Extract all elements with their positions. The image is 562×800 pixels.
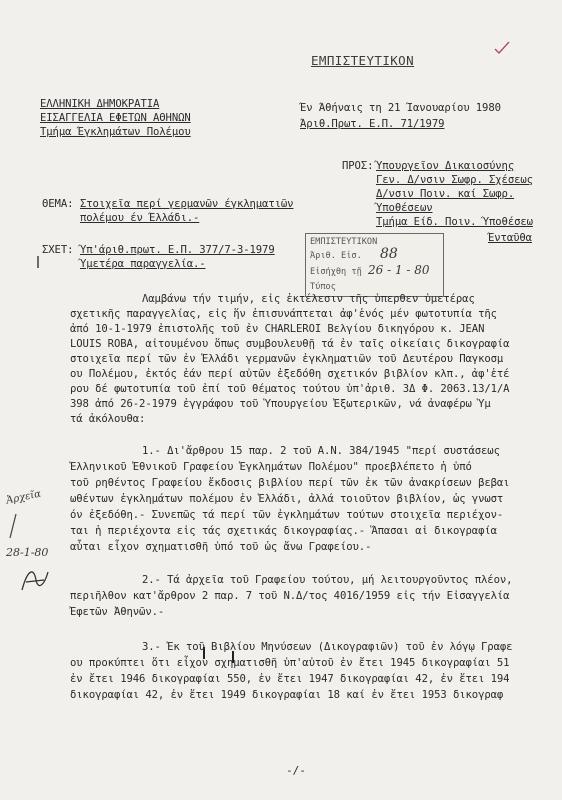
subject-line-2: πολέμου έν Έλλάδι.- (80, 212, 200, 224)
header-protocol: Άριθ.Πρωτ. Ε.Π. 71/1979 (300, 118, 445, 130)
point3-line-1: 3.- Ἐκ τοῦ Βιβλίου Μηνύσεων (Δικογραφιῶν) τοῦ ἐν λόγῳ Γραφε (142, 641, 513, 653)
margin-note-archive: Ἀρχεῖα (5, 488, 42, 507)
point1-line-2: Ἑλληνικοῦ Ἐθνικοῦ Γραφείου Ἐγκλημάτων Πολέμου" προεβλέπετο ἡ ὑπό (70, 461, 472, 473)
body-line-3: ἀπό 10-1-1979 ἐπιστολῆς τοῦ ἐν CHARLEROI Βελγίου δικηγόρου κ. JEAN (70, 323, 485, 335)
body-line-6: ου Πολέμου, ἐκτός ἐάν περί αὐτῶν ἐξεδόθη σχετικόν βιβλίον κλπ., ἀφ'ἑτέ (70, 368, 510, 380)
point1-line-4: ωθέντων ἐγκλημάτων πολέμου ἐν Ἑλλάδι, ἀλλά τοιοῦτον βιβλίον, ὡς γνωστ (70, 493, 504, 505)
body-line-7: ρου δέ φωτοτυπία τοῦ ἐπί τοῦ θέματος τούτου ὑπ'ἀριθ. 3Δ Φ. 2063.13/1/Α (70, 383, 510, 395)
to-line-1: Ύπουργεῖον Δικαιοσύνης (376, 160, 515, 172)
margin-tick-icon (34, 255, 42, 269)
to-line-4: Ύποθέσεων (376, 202, 433, 214)
checkmark-icon (493, 40, 511, 56)
receipt-number-value: 88 (380, 246, 398, 262)
body-line-8: 398 ἀπό 26-2-1979 ἐγγράφου τοῦ Ὑπουργείου Ἐξωτερικῶν, νά ἀναφέρω Ὑμ (70, 398, 491, 410)
classification-stamp: ΕΜΠΙΣΤΕΥΤΙΚΟΝ (311, 53, 415, 68)
receipt-type-label: Τύπος (310, 282, 336, 292)
page-continuation-marker: -/- (286, 764, 306, 777)
header-left-line-1: ΕΛΛΗΝΙΚΗ ΔΗΜΟΚΡΑΤΙΑ (40, 98, 160, 110)
reference-line-1: Ύπ'άριθ.πρωτ. Ε.Π. 377/7-3-1979 (80, 244, 275, 256)
point1-line-3: τοῦ ρηθέντος Γραφείου ἔκδοσις βιβλίου περί τῶν ἐκ τῶν ἀνακρίσεων βεβαι (70, 477, 510, 489)
body-line-5: στοιχεῖα περί τῶν ἐν Ἑλλάδι γερμανῶν ἐγκληματιῶν τοῦ Δευτέρου Παγκοσμ (70, 353, 504, 365)
margin-initials-icon (18, 566, 52, 594)
to-line-6: Ένταῦθα (488, 232, 532, 244)
point1-line-6: ται ἡ περιέχοντα εἰς τάς σχετικάς δικογραφίας.- Ἅπασαι αἱ δικογραφία (70, 525, 497, 537)
margin-note-date: 28-1-80 (6, 546, 49, 559)
point2-line-1: 2.- Τά ἀρχεῖα τοῦ Γραφείου τούτου, μή λειτουργοῦντος πλέον, (142, 574, 513, 586)
body-line-1: Λαμβάνω τήν τιμήν, εἰς ἐκτέλεσιν τῆς ὑπερθεν ὑμετέρας (142, 293, 475, 305)
to-label: ΠΡΟΣ: (342, 160, 374, 172)
header-left-line-2: ΕΙΣΑΓΓΕΛΙΑ ΕΦΕΤΩΝ ΑΘΗΝΩΝ (40, 112, 191, 124)
subject-line-1: Στοιχεῖα περί γερμανῶν έγκληματιῶν (80, 198, 294, 210)
header-left-line-3: Τμήμα Έγκλημάτων Πολέμου (40, 126, 191, 138)
reference-line-2: Ύμετέρα παραγγελία.- (80, 258, 206, 270)
to-line-3: Δ/νσιν Ποιν. καί Σωφρ. (376, 188, 515, 200)
paragraph-bar-icon (230, 650, 236, 664)
point3-line-4: δικογραφίαι 42, ἐν ἔτει 1949 δικογραφίαι 18 καί ἐν ἔτει 1953 δικογραφ (70, 689, 504, 701)
point2-line-2: περιῆλθον κατ'ἄρθρον 2 παρ. 7 τοῦ Ν.Δ/τος 4016/1959 εἰς τήν Εἰσαγγελία (70, 590, 510, 602)
point3-line-3: ἐν ἔτει 1946 δικογραφίαι 550, ἐν ἔτει 1947 δικογραφίαι 42, ἐν ἔτει 194 (70, 673, 510, 685)
header-date: Έν Άθήναις τη 21 Ίανουαρίου 1980 (300, 102, 501, 114)
to-line-2: Γεν. Δ/νσιν Σωφρ. Σχέσεως (376, 174, 533, 186)
body-line-9: τά ἀκόλουθα: (70, 413, 146, 425)
to-line-5: Τμήμα Είδ. Ποιν. Ύποθέσεω (376, 216, 533, 228)
receipt-stamp (305, 233, 444, 297)
receipt-date-label: Εἰσήχθη τῇ (310, 267, 362, 277)
body-line-2: σχετικῆς παραγγελίας, εἰς ἥν ἐπισυνάπτεται ἀφ'ἑνός μέν φωτοτυπία τῆς (70, 308, 497, 320)
receipt-date-value: 26 - 1 - 80 (368, 263, 430, 277)
reference-label: ΣΧΕΤ: (42, 244, 74, 256)
body-line-4: LOUIS ROBA, αἰτουμένου ὅπως συμβουλευθῇ τά ἐν ταῖς οἰκείαις δικογραφία (70, 338, 510, 350)
margin-scribble-icon (4, 512, 22, 540)
receipt-number-label: Άριθ. Εἰσ. (310, 251, 362, 261)
point1-line-1: 1.- Δι'ἄρθρου 15 παρ. 2 τοῦ Α.Ν. 384/1945 "περί συστάσεως (142, 445, 500, 457)
point1-line-7: αὗται εἶχον σχηματισθῆ ὑπό τοῦ ὡς ἄνω Γραφείου.- (70, 541, 372, 553)
paragraph-bar-icon (201, 646, 207, 660)
point2-line-3: Ἐφετῶν Ἀθηνῶν.- (70, 606, 165, 618)
point3-line-2: ου προκύπτει ὅτι εἶχον σχηματισθῆ ὑπ'αὐτοῦ ἐν ἔτει 1945 δικογραφίαι 51 (70, 657, 510, 669)
subject-label: ΘΕΜΑ: (42, 198, 74, 210)
receipt-stamp-title: ΕΜΠΙΣΤΕΥΤΙΚΟΝ (310, 237, 378, 247)
point1-line-5: όν ἐξεδόθη.- Συνεπῶς τά περί τῶν ἐγκλημάτων τούτων στοιχεῖα περιέχον- (70, 509, 504, 521)
